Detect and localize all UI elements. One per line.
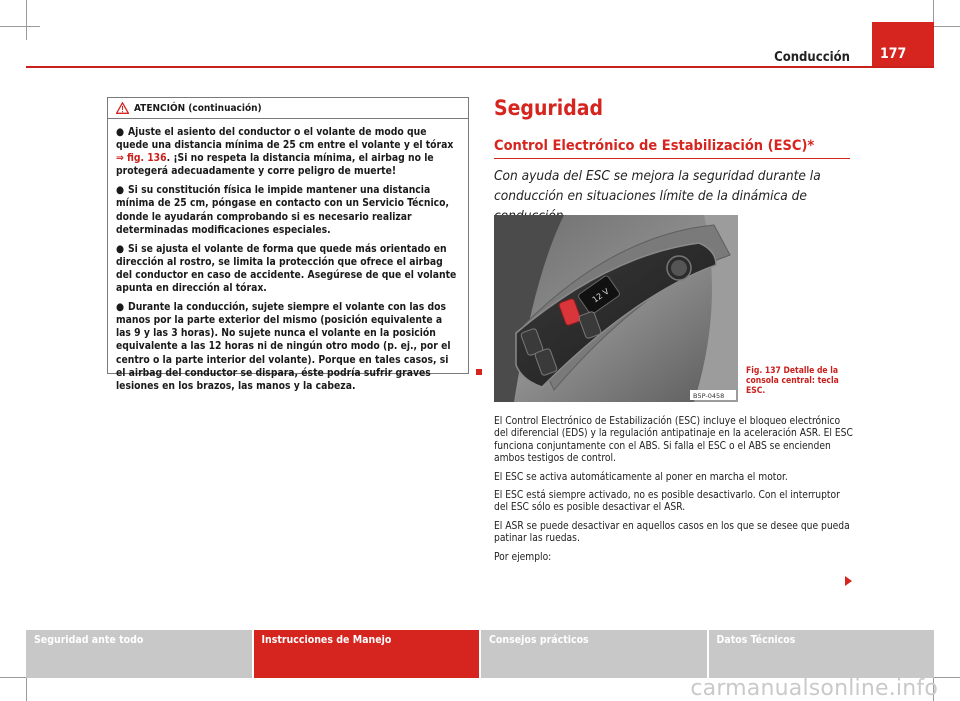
paragraph: El ESC se activa automáticamente al poner en marcha el motor. — [494, 471, 788, 483]
figure-reference-link[interactable]: ⇒ fig. 136 — [116, 152, 167, 165]
crop-mark — [0, 26, 40, 27]
tab-instrucciones[interactable]: Instrucciones de Manejo — [254, 630, 480, 678]
socket-label: 12 V — [590, 286, 611, 305]
figure-caption: Fig. 137 Detalle de la consola central: tecla ESC. — [746, 366, 839, 396]
paragraph: El ESC está siempre activado, no es posible desactivarlo. Con el interruptor del ESC sólo es posible desactivar el ASR. — [494, 490, 840, 514]
warning-bullet: ● Si se ajusta el volante de forma que quede más orientado en dirección al rostro, se limita la protección que ofrece el airbag del conductor en caso de accidente. Asegúrese de que el volante apunta en dirección al tórax. — [116, 242, 457, 295]
tab-datos-tecnicos[interactable]: Datos Técnicos — [709, 630, 935, 678]
page-number: 177 — [872, 22, 934, 66]
warning-box — [107, 97, 469, 392]
lead-paragraph: Con ayuda del ESC se mejora la seguridad durante la conducción en situaciones límite de la dinámica de — [494, 168, 821, 204]
figure-code: B5P-0458 — [693, 392, 725, 400]
console-figure — [494, 215, 738, 402]
section-end-marker — [476, 369, 482, 375]
body-text — [494, 416, 856, 570]
subsection-rule — [494, 158, 850, 159]
header-rule — [26, 66, 934, 68]
paragraph: El Control Electrónico de Estabilización (ESC) incluye el bloqueo electrónico del diferencial (EDS) y la regulación antipatinaje en la aceleración ASR. El ESC funciona conjuntamente con el ABS. Si falla el ESC o el ABS se encienden ambos testigos de control. — [494, 416, 853, 465]
subsection-heading: Control Electrónico de Estabilización (ESC)* — [494, 138, 815, 154]
footer-nav — [26, 630, 934, 678]
tab-seguridad[interactable]: Seguridad ante todo — [26, 630, 252, 678]
warning-bullet: ● Durante la conducción, sujete siempre el volante con las dos manos por la parte exterior del mismo (posición equivalente a las 9 y las 3 horas). No sujete nunca el volante en la posición equivalente a las 12 horas ni de ningún otro modo (p. ej., por el centro o la parte interior del volante). Porque en tales casos, si el airbag del conductor se dispara, éste podría sufrir graves lesiones en los brazos, las manos y la cabeza. — [116, 301, 451, 392]
warning-bullet: ● Ajuste el asiento del conductor o el volante de modo que quede una distancia mínima de 25 cm entre el volante y el tórax ⇒ fig. 136. ¡Si no respeta la distancia mínima, el airbag no le protegerá adecuadamente y corre peligro de muerte! — [116, 126, 454, 178]
continue-arrow-icon — [845, 576, 852, 586]
warning-triangle-icon — [116, 102, 129, 114]
crop-mark — [26, 0, 27, 40]
watermark: carmanualsonline.info — [690, 676, 938, 701]
warning-bullet: ● Si su constitución física le impide mantener una distancia mínima de 25 cm, póngase en contacto con un Servicio Técnico, donde le ayudarán comprobando si es necesario realizar determinadas modificaciones especiales. — [116, 184, 450, 236]
header-section-title: Conducción — [774, 50, 850, 65]
paragraph: El ASR se puede desactivar en aquellos casos en los que se desee que pueda patinar las ruedas. — [494, 520, 850, 545]
paragraph: Por ejemplo: — [494, 551, 552, 563]
warning-header — [108, 98, 468, 119]
tab-consejos[interactable]: Consejos prácticos — [481, 630, 707, 678]
warning-body — [108, 119, 468, 393]
warning-title: ATENCIÓN (continuación) — [134, 102, 262, 114]
section-heading: Seguridad — [494, 96, 603, 120]
console-photo — [494, 215, 738, 402]
